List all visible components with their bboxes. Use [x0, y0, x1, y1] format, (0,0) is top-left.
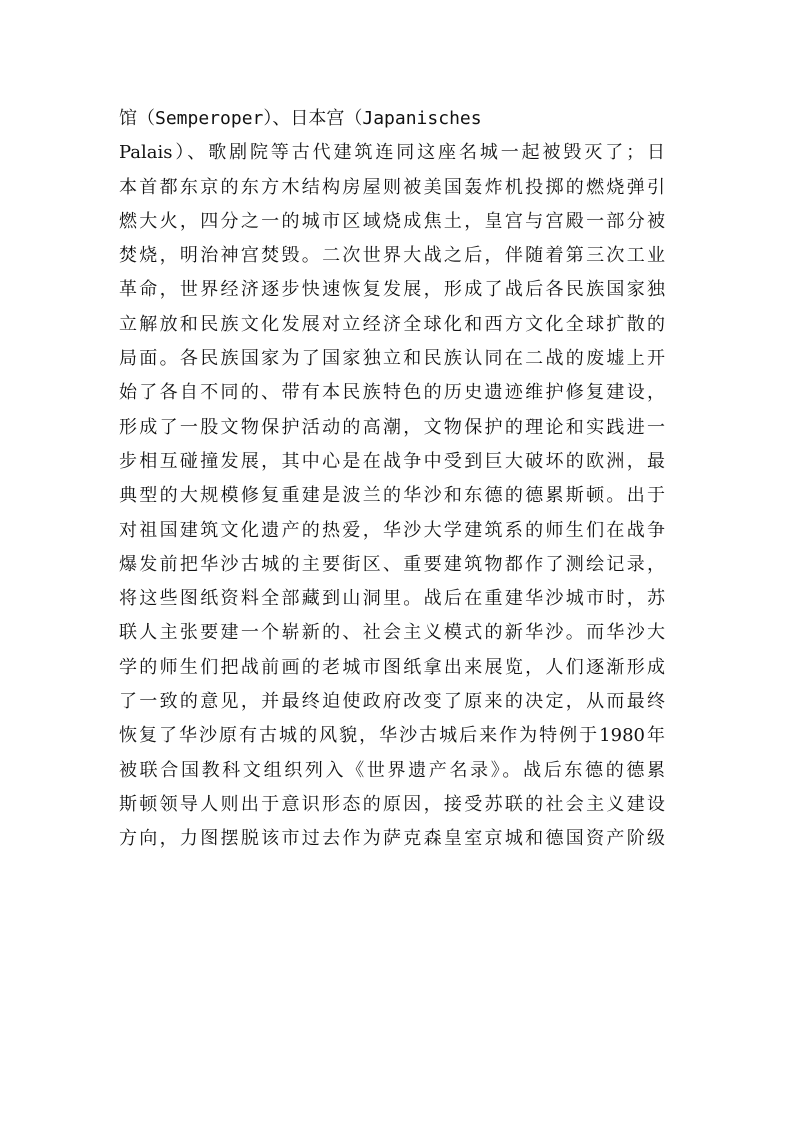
- text-line: Palais）、歌剧院等古代建筑连同这座名城一起被毁灭了；日: [119, 142, 665, 164]
- text-line: 形成了一股文物保护活动的高潮，文物保护的理论和实践进一: [119, 416, 665, 438]
- text-line: 恢复了华沙原有古城的风貌，华沙古城后来作为特例于1980年: [119, 725, 665, 747]
- text-line: 被联合国教科文组织列入《世界遗产名录》。战后东德的德累: [119, 759, 665, 781]
- text-line: 爆发前把华沙古城的主要街区、重要建筑物都作了测绘记录，: [119, 553, 665, 575]
- text-line: 革命，世界经济逐步快速恢复发展，形成了战后各民族国家独: [119, 279, 665, 301]
- text-line: 典型的大规模修复重建是波兰的华沙和东德的德累斯顿。出于: [119, 485, 665, 507]
- body-text: [119, 102, 665, 857]
- text-line: 本首都东京的东方木结构房屋则被美国轰炸机投掷的燃烧弹引: [119, 176, 665, 198]
- text-line: 步相互碰撞发展，其中心是在战争中受到巨大破坏的欧洲，最: [119, 450, 665, 472]
- text-line: 立解放和民族文化发展对立经济全球化和西方文化全球扩散的: [119, 313, 665, 335]
- text-line: 了一致的意见，并最终迫使政府改变了原来的决定，从而最终: [119, 691, 665, 713]
- text-line: 联人主张要建一个崭新的、社会主义模式的新华沙。而华沙大: [119, 622, 665, 644]
- text-line: 将这些图纸资料全部藏到山洞里。战后在重建华沙城市时，苏: [119, 588, 665, 610]
- text-line: 馆（Semperoper）、日本宫（Japanisches: [119, 108, 482, 129]
- text-line: 局面。各民族国家为了国家独立和民族认同在二战的废墟上开: [119, 348, 665, 370]
- text-line: 始了各自不同的、带有本民族特色的历史遗迹维护修复建设，: [119, 382, 665, 404]
- text-line: 斯顿领导人则出于意识形态的原因，接受苏联的社会主义建设: [119, 793, 665, 815]
- text-line: 燃大火，四分之一的城市区域烧成焦土，皇宫与宫殿一部分被: [119, 210, 665, 232]
- text-line: 对祖国建筑文化遗产的热爱，华沙大学建筑系的师生们在战争: [119, 519, 665, 541]
- text-line: 焚烧，明治神宫焚毁。二次世界大战之后，伴随着第三次工业: [119, 245, 665, 267]
- text-line: 学的师生们把战前画的老城市图纸拿出来展览，人们逐渐形成: [119, 656, 665, 678]
- text-line: 方向，力图摆脱该市过去作为萨克森皇室京城和德国资产阶级: [119, 828, 665, 850]
